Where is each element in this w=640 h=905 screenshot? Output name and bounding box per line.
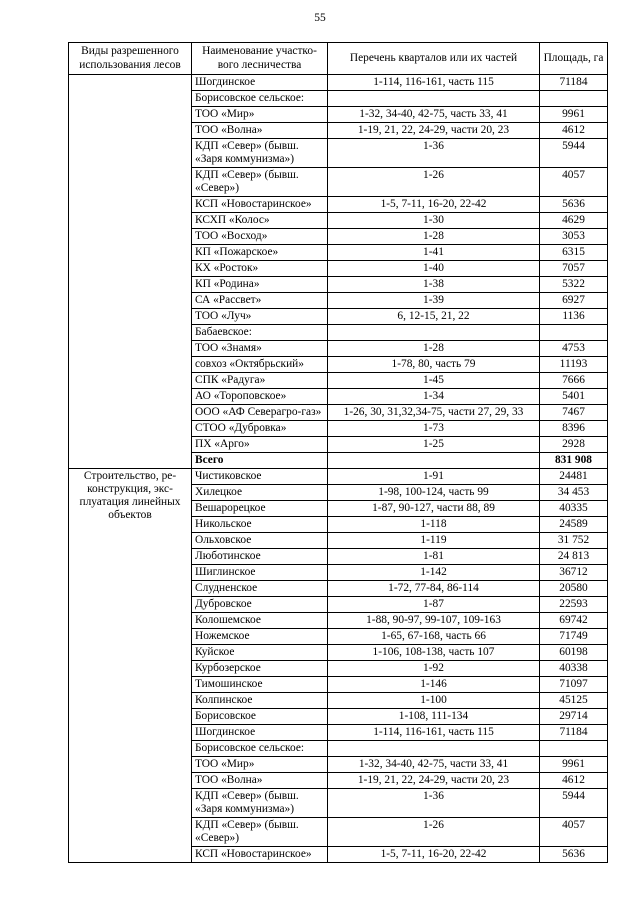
area-cell: 1136 [540,309,608,325]
quarters-cell: 1-26 [328,818,540,847]
forestry-unit-cell: Шиглинское [192,565,328,581]
forestry-unit-cell: Колошемское [192,613,328,629]
quarters-cell: 1-106, 108-138, часть 107 [328,645,540,661]
forestry-unit-cell: Хилецкое [192,485,328,501]
area-cell: 5401 [540,389,608,405]
quarters-cell: 1-87 [328,597,540,613]
area-cell: 71749 [540,629,608,645]
area-cell: 71097 [540,677,608,693]
forestry-unit-cell: ТОО «Восход» [192,229,328,245]
quarters-cell: 1-45 [328,373,540,389]
quarters-cell: 1-28 [328,229,540,245]
header-use-type: Виды разрешенного использования лесов [69,43,192,75]
area-cell: 8396 [540,421,608,437]
quarters-cell: 1-65, 67-168, часть 66 [328,629,540,645]
forestry-unit-cell: Никольское [192,517,328,533]
forestry-unit-cell: Чистиковское [192,469,328,485]
area-cell: 7057 [540,261,608,277]
quarters-cell: 1-73 [328,421,540,437]
quarters-cell: 1-19, 21, 22, 24-29, части 20, 23 [328,123,540,139]
forestry-unit-cell: КСП «Новостаринское» [192,197,328,213]
quarters-cell: 1-81 [328,549,540,565]
area-cell: 4753 [540,341,608,357]
area-cell: 3053 [540,229,608,245]
quarters-cell: 1-38 [328,277,540,293]
quarters-cell: 1-5, 7-11, 16-20, 22-42 [328,847,540,863]
area-cell: 40338 [540,661,608,677]
forestry-unit-cell: ТОО «Знамя» [192,341,328,357]
area-cell: 4057 [540,168,608,197]
area-cell: 24481 [540,469,608,485]
forestry-unit-cell: ТОО «Волна» [192,123,328,139]
quarters-cell: 1-26 [328,168,540,197]
quarters-cell: 1-19, 21, 22, 24-29, части 20, 23 [328,773,540,789]
forestry-unit-cell: Колпинское [192,693,328,709]
quarters-cell: 1-72, 77-84, 86-114 [328,581,540,597]
quarters-cell: 1-100 [328,693,540,709]
area-cell: 29714 [540,709,608,725]
forestry-unit-cell: КСХП «Колос» [192,213,328,229]
area-cell: 22593 [540,597,608,613]
quarters-cell: 1-39 [328,293,540,309]
forestry-unit-cell: ТОО «Мир» [192,107,328,123]
forestry-unit-cell: совхоз «Октябрьский» [192,357,328,373]
quarters-cell: 1-34 [328,389,540,405]
forestry-unit-cell: Курбозерское [192,661,328,677]
forestry-unit-cell: Вешарорецкое [192,501,328,517]
quarters-cell: 1-30 [328,213,540,229]
forestry-unit-cell: ООО «АФ Северагро-газ» [192,405,328,421]
area-cell: 7467 [540,405,608,421]
forestry-unit-cell: ПХ «Арго» [192,437,328,453]
table-row [69,75,608,91]
forestry-unit-cell: ТОО «Луч» [192,309,328,325]
forestry-unit-cell: Шогдинское [192,75,328,91]
page-number: 55 [314,12,326,24]
forestry-unit-cell: Борисовское сельское: [192,91,328,107]
forestry-unit-cell: СТОО «Дубровка» [192,421,328,437]
quarters-cell: 1-26, 30, 31,32,34-75, части 27, 29, 33 [328,405,540,421]
quarters-cell: 1-28 [328,341,540,357]
area-cell: 5944 [540,139,608,168]
forestry-unit-cell: Борисовское сельское: [192,741,328,757]
area-cell: 7666 [540,373,608,389]
forestry-unit-cell: ТОО «Мир» [192,757,328,773]
header-quarters: Перечень кварталов или их частей [328,43,540,75]
header-unit-name: Наименование участко-вого лесничества [192,43,328,75]
forestry-unit-cell: Дубровское [192,597,328,613]
forestry-unit-cell: КП «Родина» [192,277,328,293]
table-header-row [69,43,608,75]
quarters-cell: 1-36 [328,789,540,818]
quarters-cell: 1-5, 7-11, 16-20, 22-42 [328,197,540,213]
forestry-unit-cell: Слудненское [192,581,328,597]
quarters-cell: 1-146 [328,677,540,693]
quarters-cell: 1-119 [328,533,540,549]
area-cell: 24589 [540,517,608,533]
forestry-unit-cell: КДП «Север» (бывш. «Север») [192,168,328,197]
area-cell: 24 813 [540,549,608,565]
forestry-unit-cell: СПК «Радуга» [192,373,328,389]
area-cell: 5944 [540,789,608,818]
forestry-unit-cell: СА «Рассвет» [192,293,328,309]
area-cell: 40335 [540,501,608,517]
area-cell: 9961 [540,757,608,773]
forestry-unit-cell: Ольховское [192,533,328,549]
quarters-cell [328,453,540,469]
forestry-unit-cell: КП «Пожарское» [192,245,328,261]
quarters-cell [328,91,540,107]
quarters-cell: 1-91 [328,469,540,485]
area-cell: 4612 [540,773,608,789]
quarters-cell: 1-114, 116-161, часть 115 [328,75,540,91]
quarters-cell: 1-40 [328,261,540,277]
area-cell: 34 453 [540,485,608,501]
quarters-cell: 1-88, 90-97, 99-107, 109-163 [328,613,540,629]
quarters-cell: 1-108, 111-134 [328,709,540,725]
table-row [69,469,608,485]
area-cell: 4612 [540,123,608,139]
area-cell: 831 908 [540,453,608,469]
area-cell: 5636 [540,197,608,213]
forestry-unit-cell: Тимошинское [192,677,328,693]
area-cell: 60198 [540,645,608,661]
header-area: Площадь, га [540,43,608,75]
forestry-unit-cell: КДП «Север» (бывш. «Заря коммунизма») [192,139,328,168]
forestry-unit-cell: ТОО «Волна» [192,773,328,789]
area-cell: 20580 [540,581,608,597]
quarters-cell: 1-78, 80, часть 79 [328,357,540,373]
quarters-cell: 1-36 [328,139,540,168]
area-cell: 4629 [540,213,608,229]
quarters-cell [328,741,540,757]
use-type-cell [69,75,192,469]
forestry-unit-cell: КХ «Росток» [192,261,328,277]
area-cell: 4057 [540,818,608,847]
area-cell: 6927 [540,293,608,309]
quarters-cell: 1-92 [328,661,540,677]
forestry-unit-cell: Шогдинское [192,725,328,741]
area-cell [540,91,608,107]
quarters-cell: 1-114, 116-161, часть 115 [328,725,540,741]
quarters-cell: 6, 12-15, 21, 22 [328,309,540,325]
area-cell: 2928 [540,437,608,453]
forest-use-table [68,42,608,863]
quarters-cell: 1-142 [328,565,540,581]
quarters-cell [328,325,540,341]
forestry-unit-cell: Люботинское [192,549,328,565]
area-cell: 69742 [540,613,608,629]
quarters-cell: 1-41 [328,245,540,261]
forestry-unit-cell: АО «Тороповское» [192,389,328,405]
forestry-unit-cell: Всего [192,453,328,469]
area-cell: 31 752 [540,533,608,549]
quarters-cell: 1-32, 34-40, 42-75, части 33, 41 [328,757,540,773]
area-cell: 6315 [540,245,608,261]
quarters-cell: 1-118 [328,517,540,533]
area-cell: 71184 [540,725,608,741]
table-body [69,75,608,863]
area-cell: 9961 [540,107,608,123]
forestry-unit-cell: Ножемское [192,629,328,645]
quarters-cell: 1-87, 90-127, части 88, 89 [328,501,540,517]
area-cell: 11193 [540,357,608,373]
forestry-unit-cell: КДП «Север» (бывш. «Север») [192,818,328,847]
area-cell: 5322 [540,277,608,293]
use-type-cell: Строительство, ре-конструкция, экс-плуатация линейных объектов [69,469,192,863]
quarters-cell: 1-98, 100-124, часть 99 [328,485,540,501]
forestry-unit-cell: Борисовское [192,709,328,725]
quarters-cell: 1-25 [328,437,540,453]
area-cell: 71184 [540,75,608,91]
area-cell: 45125 [540,693,608,709]
forestry-unit-cell: КСП «Новостаринское» [192,847,328,863]
forestry-unit-cell: КДП «Север» (бывш. «Заря коммунизма») [192,789,328,818]
quarters-cell: 1-32, 34-40, 42-75, часть 33, 41 [328,107,540,123]
area-cell [540,741,608,757]
forestry-unit-cell: Бабаевское: [192,325,328,341]
area-cell [540,325,608,341]
forestry-unit-cell: Куйское [192,645,328,661]
area-cell: 5636 [540,847,608,863]
area-cell: 36712 [540,565,608,581]
